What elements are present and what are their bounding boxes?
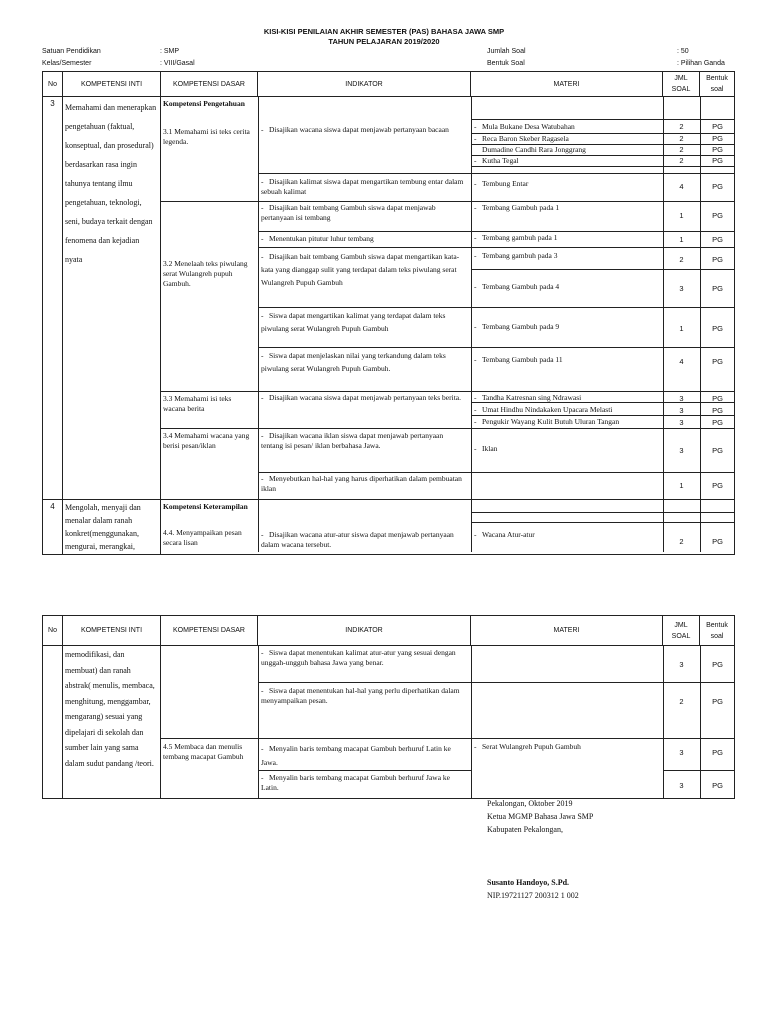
materi-13: - Umat Hindhu Nindakaken Upacara Melasti bbox=[474, 405, 613, 414]
pg-5: PG bbox=[712, 182, 723, 191]
pg-15: PG bbox=[712, 446, 723, 455]
jml-9: 3 bbox=[679, 284, 684, 293]
indikator-13: - Siswa dapat menentukan hal-hal yang perlu diperhatikan dalam menyampaikan pesan. bbox=[261, 686, 460, 705]
document-subtitle: TAHUN PELAJARAN 2019/2020 bbox=[328, 37, 440, 46]
col-ki-2: KOMPETENSI INTI bbox=[63, 616, 161, 646]
jml-19: 2 bbox=[679, 697, 684, 706]
kompetensi-inti-4: Mengolah, menyaji dan menalar dalam ranah konkret(menggunakan, mengurai, merangkai, bbox=[63, 500, 161, 555]
pg-14: PG bbox=[712, 418, 723, 427]
indikator-12: - Siswa dapat menentukan kalimat atur-atur yang sesuai dengan unggah-ungguh bahasa Jawa yang benar. bbox=[261, 648, 456, 667]
col-indikator-2: INDIKATOR bbox=[258, 616, 471, 646]
col-ki: KOMPETENSI INTI bbox=[63, 72, 161, 97]
indikator-8: - Disajikan wacana siswa dapat menjawab pertanyaan teks berita. bbox=[261, 393, 462, 402]
jml-12: 3 bbox=[679, 394, 684, 403]
signature-block bbox=[487, 797, 727, 902]
materi-17: - Serat Wulangreh Pupuh Gambuh bbox=[474, 742, 581, 751]
pg-18: PG bbox=[712, 660, 723, 669]
jml-2: 2 bbox=[679, 134, 684, 143]
jml-1: 2 bbox=[679, 122, 684, 131]
kd-keterampilan-heading: Kompetensi Keterampilan bbox=[163, 502, 248, 511]
jml-14: 3 bbox=[679, 418, 684, 427]
kd-block-4 bbox=[161, 500, 735, 555]
pg-17: PG bbox=[712, 537, 723, 546]
materi-8: - Tembang gambuh pada 3 bbox=[474, 251, 558, 260]
kd-4-5: 4.5 Membaca dan menulis tembang macapat Gambuh bbox=[163, 742, 244, 761]
kisi-kisi-table-1 bbox=[42, 71, 735, 555]
col-indikator: INDIKATOR bbox=[258, 72, 471, 97]
jml-8: 2 bbox=[679, 255, 684, 264]
jml-6: 1 bbox=[679, 211, 684, 220]
materi-7: - Tembang gambuh pada 1 bbox=[474, 233, 558, 242]
signature-name: Susanto Handoyo, S.Pd. bbox=[487, 878, 570, 887]
indikator-15: - Menyalin baris tembang macapat Gambuh berhuruf Jawa ke Latin. bbox=[261, 773, 450, 792]
kelas-value: : VIII/Gasal bbox=[160, 60, 195, 67]
pg-7: PG bbox=[712, 235, 723, 244]
jumlah-value: : 50 bbox=[677, 48, 689, 55]
indikator-9: - Disajikan wacana iklan siswa dapat menjawab pertanyaan tentang isi pesan/ iklan berbahasa Jawa. bbox=[261, 431, 444, 450]
kd-block-cont bbox=[161, 646, 735, 799]
jml-15: 3 bbox=[679, 446, 684, 455]
jml-5: 4 bbox=[679, 182, 684, 191]
materi-10: - Tembang Gambuh pada 9 bbox=[474, 322, 560, 331]
col-no: No bbox=[43, 72, 63, 97]
pg-16: PG bbox=[712, 481, 723, 490]
kd-4-4: 4.4. Menyampaikan pesan secara lisan bbox=[163, 528, 242, 547]
col-bentuk: Bentuk soal bbox=[700, 72, 735, 97]
pg-1: PG bbox=[712, 122, 723, 131]
materi-4: - Kutha Tegal bbox=[474, 156, 519, 165]
indikator-4: - Menentukan pitutur luhur tembang bbox=[261, 234, 374, 243]
pg-6: PG bbox=[712, 211, 723, 220]
materi-1: - Mula Bukane Desa Watubahan bbox=[474, 122, 575, 131]
kd-pengetahuan-heading: Kompetensi Pengetahuan bbox=[163, 99, 245, 108]
satuan-label: Satuan Pendidikan bbox=[42, 48, 101, 55]
col-no-2: No bbox=[43, 616, 63, 646]
kisi-kisi-table-2 bbox=[42, 615, 735, 799]
materi-2: - Reca Baron Skeber Ragasela bbox=[474, 134, 569, 143]
pg-10: PG bbox=[712, 324, 723, 333]
pg-8: PG bbox=[712, 255, 723, 264]
col-materi-2: MATERI bbox=[471, 616, 663, 646]
materi-15: - Iklan bbox=[474, 444, 498, 453]
jml-21: 3 bbox=[679, 781, 684, 790]
pg-3: PG bbox=[712, 145, 723, 154]
row-no-cont bbox=[43, 646, 63, 799]
col-kd-2: KOMPETENSI DASAR bbox=[161, 616, 258, 646]
materi-14: - Pengukir Wayang Kulit Butuh Uluran Tangan bbox=[474, 417, 620, 426]
signature-region: Kabupaten Pekalongan, bbox=[487, 825, 563, 834]
indikator-2: - Disajikan kalimat siswa dapat mengartikan tembung entar dalam sebuah kalimat bbox=[261, 177, 464, 196]
indikator-7: - Siswa dapat menjelaskan nilai yang terkandung dalam teks piwulang serat Wulangreh Pupuh Gambuh. bbox=[261, 351, 446, 373]
materi-3: Dumadine Candhi Rara Jonggrang bbox=[482, 145, 586, 154]
jml-17: 2 bbox=[679, 537, 684, 546]
pg-9: PG bbox=[712, 284, 723, 293]
jml-3: 2 bbox=[679, 145, 684, 154]
kd-3-4: 3.4 Memahami wacana yang berisi pesan/iklan bbox=[163, 431, 250, 450]
materi-12: - Tandha Katresnan sing Ndrawasi bbox=[474, 393, 582, 402]
col-jml-2: JML SOAL bbox=[663, 616, 700, 646]
jml-16: 1 bbox=[679, 481, 684, 490]
pg-2: PG bbox=[712, 134, 723, 143]
materi-9: - Tembang Gambuh pada 4 bbox=[474, 282, 560, 291]
pg-19: PG bbox=[712, 697, 723, 706]
pg-12: PG bbox=[712, 394, 723, 403]
col-bentuk-2: Bentuk soal bbox=[700, 616, 735, 646]
materi-16: - Wacana Atur-atur bbox=[474, 530, 535, 539]
kd-3-2: 3.2 Menelaah teks piwulang serat Wulangreh pupuh Gambuh. bbox=[163, 259, 248, 288]
jml-10: 1 bbox=[679, 324, 684, 333]
kd-3-3: 3.3 Memahami isi teks wacana berita bbox=[163, 394, 232, 413]
indikator-1: - Disajikan wacana siswa dapat menjawab pertanyaan bacaan bbox=[261, 125, 449, 134]
pg-4: PG bbox=[712, 156, 723, 165]
kompetensi-inti-3: Memahami dan menerapkan pengetahuan (faktual, konseptual, dan prosedural) berdasarkan rasa ingin tahunya tentang ilmu pengetahuan, teknologi, seni, budaya terkait dengan fenomena dan kejadian nyata bbox=[63, 97, 161, 500]
pg-11: PG bbox=[712, 357, 723, 366]
jml-20: 3 bbox=[679, 748, 684, 757]
kelas-label: Kelas/Semester bbox=[42, 60, 92, 67]
indikator-11: - Disajikan wacana atur-atur siswa dapat menjawab pertanyaan dalam wacana tersebut. bbox=[261, 530, 454, 549]
bentuk-value: : Pilihan Ganda bbox=[677, 60, 725, 67]
pg-21: PG bbox=[712, 781, 723, 790]
bentuk-label: Bentuk Soal bbox=[487, 60, 525, 67]
materi-11: - Tembang Gambuh pada 11 bbox=[474, 355, 563, 364]
pg-20: PG bbox=[712, 748, 723, 757]
signature-place-date: Pekalongan, Oktober 2019 bbox=[487, 799, 573, 808]
jml-7: 1 bbox=[679, 235, 684, 244]
signature-nip: NIP.19721127 200312 1 002 bbox=[487, 891, 579, 900]
materi-5: - Tembung Entar bbox=[474, 179, 529, 188]
kompetensi-inti-4-cont: memodifikasi, dan membuat) dan ranah abstrak( menulis, membaca, menghitung, menggambar, mengarang) sesuai yang dipelajari di sekolah dan sumber lain yang sama dalam sudut pandang /teori. bbox=[63, 646, 161, 799]
materi-6: - Tembang Gambuh pada 1 bbox=[474, 203, 560, 212]
pg-13: PG bbox=[712, 406, 723, 415]
indikator-6: - Siswa dapat mengartikan kalimat yang terdapat dalam teks piwulang serat Wulangreh Pupuh Gambuh bbox=[261, 311, 446, 333]
satuan-value: : SMP bbox=[160, 48, 180, 55]
col-materi: MATERI bbox=[471, 72, 663, 97]
jml-18: 3 bbox=[679, 660, 684, 669]
indikator-14: - Menyalin baris tembang macapat Gambuh berhuruf Latin ke Jawa. bbox=[261, 744, 451, 767]
indikator-5: - Disajikan bait tembang Gambuh siswa dapat mengartikan kata-kata yang dianggap sulit yang terdapat dalam teks piwulang serat Wulangreh Pupuh Gambuh bbox=[261, 252, 460, 287]
indikator-10: - Menyebutkan hal-hal yang harus diperhatikan dalam pembuatan iklan bbox=[261, 474, 462, 493]
col-jml: JML SOAL bbox=[663, 72, 700, 97]
jml-4: 2 bbox=[679, 156, 684, 165]
row-no-4: 4 bbox=[43, 500, 63, 555]
jml-13: 3 bbox=[679, 406, 684, 415]
row-no: 3 bbox=[43, 97, 63, 500]
indikator-3: - Disajikan bait tembang Gambuh siswa dapat menjawab pertanyaan isi tembang bbox=[261, 203, 436, 222]
document-title: KISI-KISI PENILAIAN AKHIR SEMESTER (PAS) BAHASA JAWA SMP bbox=[263, 27, 505, 36]
jml-11: 4 bbox=[679, 357, 684, 366]
jumlah-label: Jumlah Soal bbox=[487, 48, 526, 55]
signature-role: Ketua MGMP Bahasa Jawa SMP bbox=[487, 812, 594, 821]
kd-block bbox=[161, 97, 735, 500]
kd-3-1: 3.1 Memahami isi teks cerita legenda. bbox=[163, 127, 250, 146]
col-kd: KOMPETENSI DASAR bbox=[161, 72, 258, 97]
